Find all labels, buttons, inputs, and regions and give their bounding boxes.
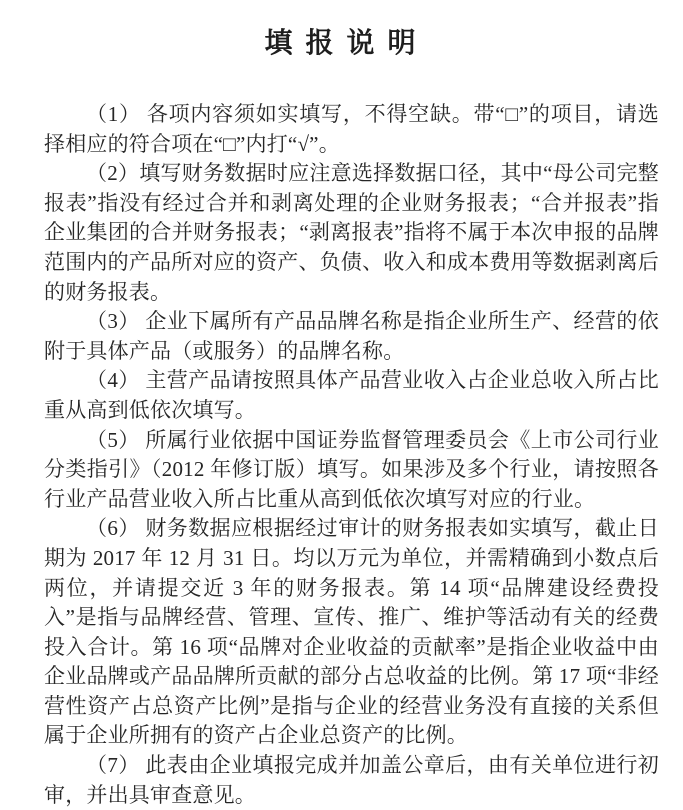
instructions-body [0, 100, 683, 810]
instruction-paragraph-4: （4） 主营产品请按照具体产品营业收入占企业总收入所占比重从高到低依次填写。 [44, 368, 659, 422]
instruction-paragraph-2: （2）填写财务数据时应注意选择数据口径，其中“母公司完整报表”指没有经过合并和剥离处理的企业财务报表；“合并报表”指企业集团的合并财务报表；“剥离报表”指将不属于本次申报的品牌范围内的产品所对应的资产、负债、收入和成本费用等数据剥离后的财务报表。 [44, 161, 659, 304]
instruction-paragraph-6: （6） 财务数据应根据经过审计的财务报表如实填写，截止日期为 2017 年 12 月 31 日。均以万元为单位，并需精确到小数点后两位，并请提交近 3 年的财务报表。第 14 项“品牌建设经费投入”是指与品牌经营、管理、宣传、推广、维护等活动有关的经费投入合计。第 16 项“品牌对企业收益的贡献率”是指企业收益中由企业品牌或产品品牌所贡献的部分占总收益的比例。第 17 项“非经营性资产占总资产比例”是指与企业的经营业务没有直接的关系但属于企业所拥有的资产占企业总资产的比例。 [44, 516, 659, 748]
instruction-paragraph-3: （3） 企业下属所有产品品牌名称是指企业所生产、经营的依附于具体产品（或服务）的品牌名称。 [44, 309, 659, 363]
page-title: 填 报 说 明 [264, 28, 419, 59]
instruction-paragraph-7: （7） 此表由企业填报完成并加盖公章后，由有关单位进行初审，并出具审查意见。 [44, 753, 659, 807]
instruction-paragraph-5: （5） 所属行业依据中国证券监督管理委员会《上市公司行业分类指引》（2012 年修订版）填写。如果涉及多个行业，请按照各行业产品营业收入所占比重从高到低依次填写对应的行业。 [44, 427, 659, 511]
instruction-paragraph-1: （1） 各项内容须如实填写，不得空缺。带“□”的项目，请选择相应的符合项在“□”内打“√”。 [44, 102, 659, 156]
